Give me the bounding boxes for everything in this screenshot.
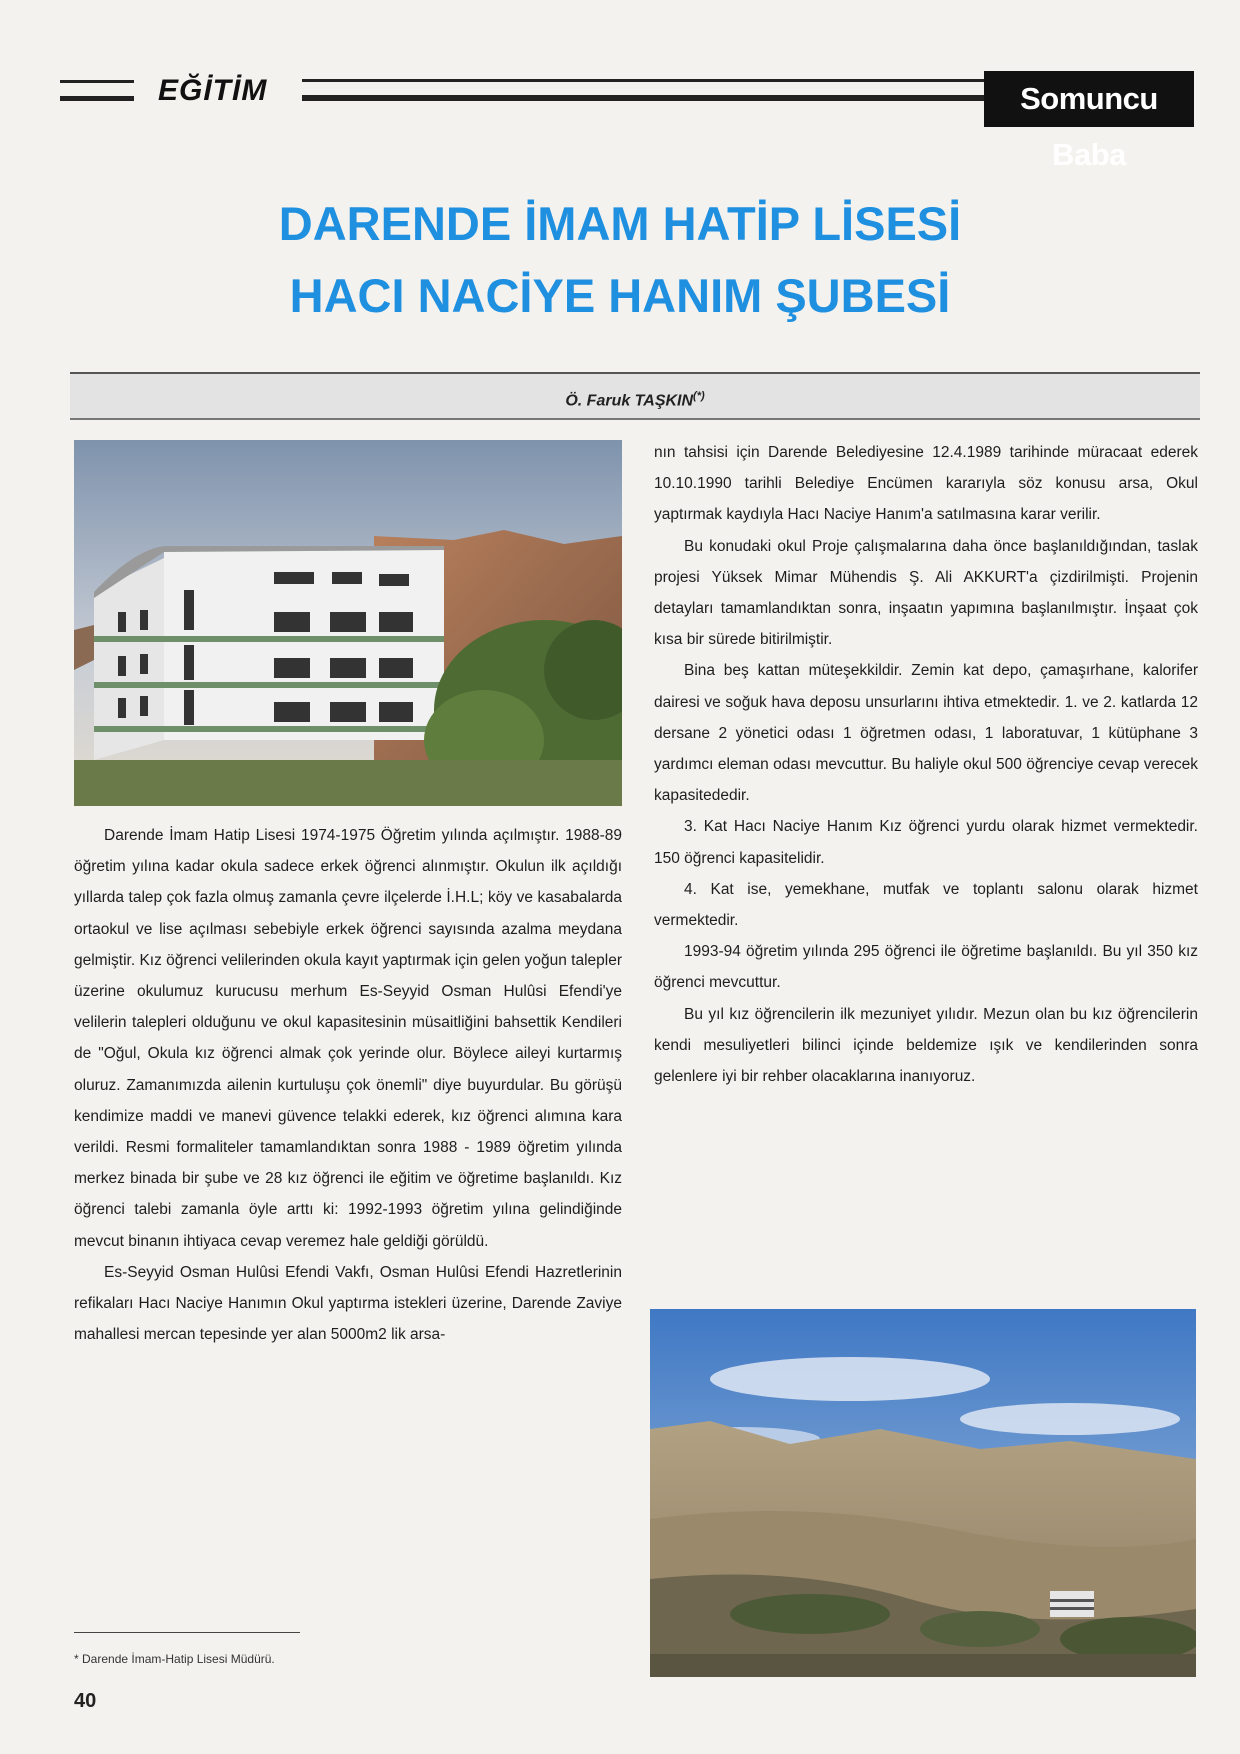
title-line-1: DARENDE İMAM HATİP LİSESİ (278, 197, 962, 250)
header-rule-left (60, 80, 134, 83)
right-paragraph-7: Bu yıl kız öğrencilerin ilk mezuniyet yılıdır. Mezun olan bu kız öğrencilerin kendi mesuliyetleri bilinci içinde beldemize ışık ve kendilerinden sonra gelenlere iyi bir rehber olacaklarına inanıyoruz. (654, 1005, 1198, 1086)
left-column (74, 820, 622, 1350)
left-paragraph-1: Darende İmam Hatip Lisesi 1974-1975 Öğretim yılında açılmıştır. 1988-89 öğretim yılına kadar okula sadece erkek öğrenci alınmıştır. Okulun ilk açıldığı yıllarda talep çok fazla olmuş zamanla çevre ilçelerde İ.H.L; köy ve kasabalarda ortaokul ve lise açılması sebebiyle erkek öğrenci sayısında azalma meydana gelmiştir. Kız öğrenci velilerinden okula kayıt yaptırmak için gelen yoğun talepler üzerine okulumuz kurucusu merhum Es-Seyyid Osman Hulûsi Efendi'ye velilerin talepleri olduğunu ve okul kapasitesinin müsaitliğini bahsettik Kendileri de "Oğul, Okula kız öğrenci almak çok yerinde olur. Böylece aileyi kurtarmış oluruz. Zamanımızda ailenin kurtuluşu çok önemli" diye buyurdular. Bu görüşü kendimize maddi ve manevi güvence telakki ederek, kız öğrenci alımına kara verildi. Resmi formaliteler tamamlandıktan sonra 1988 - 1989 öğretim yılında merkez binada bir şube ve 28 kız öğrenci ile eğitim ve öğretime başlanıldı. Kız öğrenci talebi zamanla öyle arttı ki: 1992-1993 öğretim yılına gelindiğinde mevcut binanın ihtiyaca cevap veremez hale geldiği görüldü. (74, 827, 622, 1250)
school-building-photo (74, 440, 622, 806)
header-rule-left-thick (60, 96, 134, 101)
right-paragraph-6: 1993-94 öğretim yılında 295 öğrenci ile öğretime başlanıldı. Bu yıl 350 kız öğrenci mevcuttur. (654, 943, 1198, 992)
right-paragraph-5: 4. Kat ise, yemekhane, mutfak ve toplantı salonu olarak hizmet vermektedir. (654, 880, 1198, 930)
right-paragraph-3: Bina beş kattan müteşekkildir. Zemin kat depo, çamaşırhane, kalorifer dairesi ve soğuk hava deposu unsurlarını ihtiva etmektedir. 1. ve 2. katlarda 12 dersane 2 yönetici odası 1 öğretmen odası, 1 laboratuvar, 1 kütüphane 3 yardımcı eleman odası mevcuttur. Bu haliyle okul 500 öğrenciye cevap verecek kapasitededir. (654, 662, 1198, 805)
header-rule-right-thick (302, 95, 984, 101)
right-paragraph-1: nın tahsisi için Darende Belediyesine 12.4.1989 tarihinde müracaat ederek 10.10.1990 tarihli Belediye Encümen kararıyla söz konusu arsa, Okul yaptırmak kaydıyla Hacı Naciye Hanım'a satılmasına karar verilir. (654, 444, 1198, 524)
right-paragraph-4: 3. Kat Hacı Naciye Hanım Kız öğrenci yurdu olarak hizmet vermektedir. 150 öğrenci kapasitelidir. (654, 818, 1198, 867)
byline-bar (70, 372, 1200, 420)
author-footnote-mark: (*) (693, 390, 705, 402)
footnote: * Darende İmam-Hatip Lisesi Müdürü. (74, 1652, 275, 1666)
title-line-2: HACI NACİYE HANIM ŞUBESİ (289, 269, 951, 322)
footnote-rule (74, 1632, 300, 1633)
left-paragraph-2: Es-Seyyid Osman Hulûsi Efendi Vakfı, Osman Hulûsi Efendi Hazretlerinin refikaları Hacı Naciye Hanımın Okul yaptırma istekleri üzerine, Darende Zaviye mahallesi mercan tepesinde yer alan 5000m2 lik arsa- (74, 1263, 622, 1344)
article-title (80, 188, 1160, 332)
byline (70, 374, 1200, 423)
page-number: 40 (74, 1690, 97, 1712)
author-name: Ö. Faruk TAŞKIN (565, 392, 694, 410)
magazine-brand: Somuncu Baba (984, 71, 1194, 127)
right-column (654, 437, 1198, 1092)
section-label: EĞİTİM (158, 74, 268, 107)
header-rule-right (302, 79, 984, 82)
right-paragraph-2: Bu konudaki okul Proje çalışmalarına daha önce başlanıldığından, taslak projesi Yüksek Mimar Mühendis Ş. Ali AKKURT'a çizdirilmişti. Projenin detayları tamamlandıktan sonra, inşaatın yapımına başlanılmıştır. İnşaat çok kısa bir sürede bitirilmiştir. (654, 537, 1198, 649)
landscape-photo (650, 1309, 1196, 1677)
